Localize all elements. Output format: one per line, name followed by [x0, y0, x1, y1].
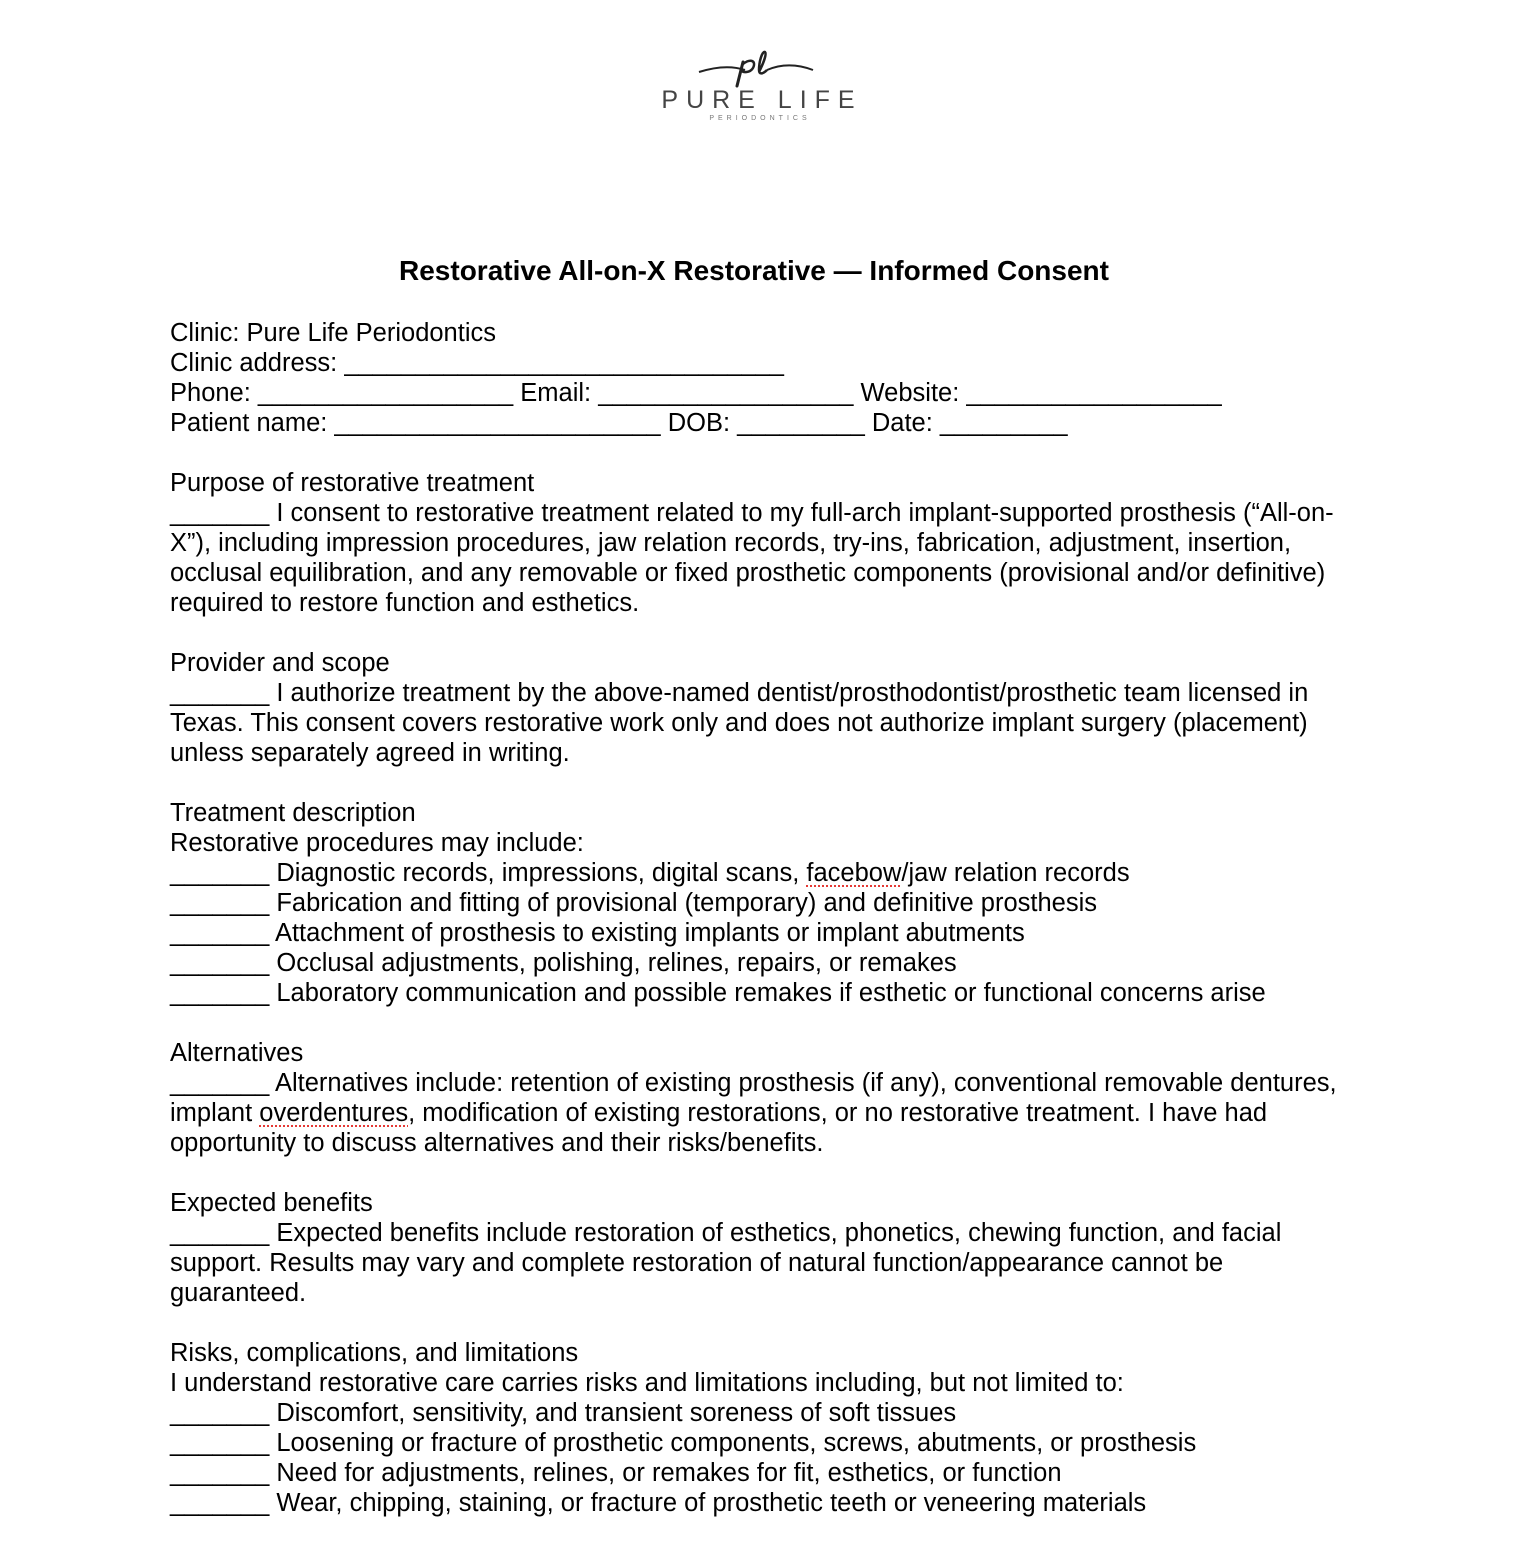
benefits-text[interactable]: _______ Expected benefits include restoration of esthetics, phonetics, chewing function, and facial support. Results may vary and complete restoration of natural function/appearance cannot be guaranteed.: [170, 1219, 1282, 1307]
purpose-text[interactable]: _______ I consent to restorative treatment related to my full-arch implant-supported prosthesis (“All-on-X”), including impression procedures, jaw relation records, try-ins, fabrication, adjustment, insertion, occlusal equilibration, and any removable or fixed prosthetic components (provisional and/or definitive) required to restore function and esthetics.: [170, 499, 1334, 617]
pl-monogram-icon: [693, 48, 823, 88]
risk-item[interactable]: _______ Loosening or fracture of prosthetic components, screws, abutments, or prosthesis: [170, 1429, 1197, 1457]
document-title: Restorative All-on-X Restorative — Informed Consent: [399, 255, 1109, 286]
alternatives-text-part: , modification of existing restorations, or no restorative treatment. I have had opportunity to discuss alternatives and their risks/benefits.: [170, 1099, 1268, 1157]
treatment-heading: Treatment description: [170, 799, 416, 827]
clinic-logo: [640, 48, 876, 144]
treatment-item[interactable]: _______ Occlusal adjustments, polishing, relines, repairs, or remakes: [170, 949, 957, 977]
logo-subtitle: PERIODONTICS: [709, 115, 811, 122]
treatment-intro: Restorative procedures may include:: [170, 829, 584, 857]
spellcheck-flagged-word: facebow: [806, 859, 902, 887]
treatment-item[interactable]: [170, 858, 1340, 888]
spellcheck-flagged-word: overdentures: [259, 1099, 409, 1127]
treatment-item[interactable]: _______ Fabrication and fitting of provisional (temporary) and definitive prosthesis: [170, 889, 1098, 917]
logo-name: PURE LIFE: [661, 86, 863, 114]
provider-text[interactable]: _______ I authorize treatment by the above-named dentist/prosthodontist/prosthetic team licensed in Texas. This consent covers restorative work only and does not authorize implant surgery (placement) unless separately agreed in writing.: [170, 679, 1309, 767]
risk-item[interactable]: _______ Wear, chipping, staining, or fracture of prosthetic teeth or veneering materials: [170, 1489, 1147, 1517]
clinic-line: Clinic: Pure Life Periodontics: [170, 319, 496, 347]
risk-item[interactable]: _______ Discomfort, sensitivity, and transient soreness of soft tissues: [170, 1399, 957, 1427]
alternatives-text-part: _______ Alternatives include: retention of existing prosthesis (if any), conventional removable dentures, implant: [170, 1069, 1337, 1127]
treatment-item-text: _______ Diagnostic records, impressions, digital scans,: [170, 859, 807, 887]
risks-heading: Risks, complications, and limitations: [170, 1339, 579, 1367]
alternatives-heading: Alternatives: [170, 1039, 304, 1067]
consent-body: [170, 318, 1340, 1518]
benefits-heading: Expected benefits: [170, 1189, 373, 1217]
treatment-item[interactable]: _______ Laboratory communication and possible remakes if esthetic or functional concerns arise: [170, 979, 1266, 1007]
contact-line[interactable]: Phone: __________________ Email: __________________ Website: __________________: [170, 379, 1222, 407]
clinic-address-line[interactable]: Clinic address: _______________________________: [170, 349, 784, 377]
alternatives-text[interactable]: [170, 1068, 1340, 1158]
treatment-item-text: /jaw relation records: [901, 859, 1130, 887]
patient-line[interactable]: Patient name: _______________________ DOB: _________ Date: _________: [170, 409, 1068, 437]
treatment-item[interactable]: _______ Attachment of prosthesis to existing implants or implant abutments: [170, 919, 1025, 947]
risk-item[interactable]: _______ Need for adjustments, relines, or remakes for fit, esthetics, or function: [170, 1459, 1062, 1487]
risks-intro: I understand restorative care carries risks and limitations including, but not limited to:: [170, 1369, 1124, 1397]
provider-heading: Provider and scope: [170, 649, 390, 677]
purpose-heading: Purpose of restorative treatment: [170, 469, 535, 497]
